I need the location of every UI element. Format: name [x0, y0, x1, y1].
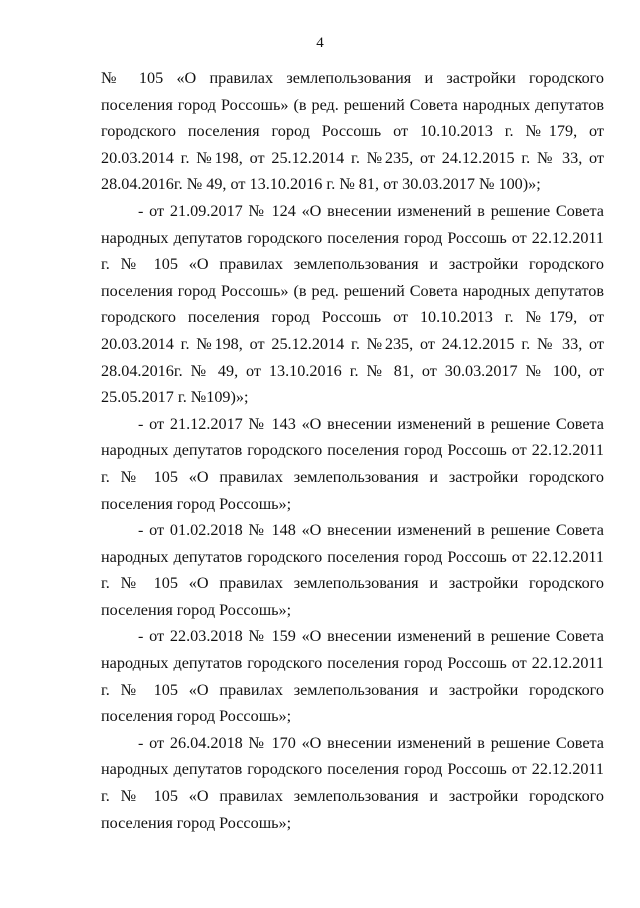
amendment-item: - от 01.02.2018 № 148 «О внесении изменений в решение Совета народных депутатов городского поселения город Россошь от 22.12.2011 г. № 105 «О правилах землепользования и застройки городского поселения город Россошь»;: [101, 521, 604, 619]
amendment-item: - от 21.12.2017 № 143 «О внесении изменений в решение Совета народных депутатов городского поселения город Россошь от 22.12.2011 г. № 105 «О правилах землепользования и застройки городского поселения город Россошь»;: [101, 414, 604, 513]
amendment-item: - от 21.09.2017 № 124 «О внесении изменений в решение Совета народных депутатов городского поселения город Россошь от 22.12.2011 г. № 105 «О правилах землепользования и застройки городского поселения город Россошь» (в ред. решений Совета народных депутатов городского поселения город Россошь от 10.10.2013 г. №179, от 20.03.2014 г. №198, от 25.12.2014 г. №235, от 24.12.2015 г. № 33, от 28.04.2016г. № 49, от 13.10.2016 г. № 81, от 30.03.2017 № 100, от 25.05.2017 г. №109)»;: [101, 201, 604, 407]
document-body: [101, 65, 604, 836]
amendment-item: - от 22.03.2018 № 159 «О внесении изменений в решение Совета народных депутатов городского поселения город Россошь от 22.12.2011 г. № 105 «О правилах землепользования и застройки городского поселения город Россошь»;: [101, 627, 604, 726]
amendment-item: - от 26.04.2018 № 170 «О внесении изменений в решение Совета народных депутатов городского поселения город Россошь от 22.12.2011 г. № 105 «О правилах землепользования и застройки городского поселения город Россошь»;: [101, 733, 604, 832]
paragraph-continuation: № 105 «О правилах землепользования и застройки городского поселения город Россошь» (в ред. решений Совета народных депутатов городского поселения город Россошь от 10.10.2013 г. №179, от 20.03.2014 г. №198, от 25.12.2014 г. №235, от 24.12.2015 г. № 33, от 28.04.2016г. № 49, от 13.10.2016 г. № 81, от 30.03.2017 № 100)»;: [101, 69, 604, 194]
page-number: 4: [316, 35, 324, 51]
